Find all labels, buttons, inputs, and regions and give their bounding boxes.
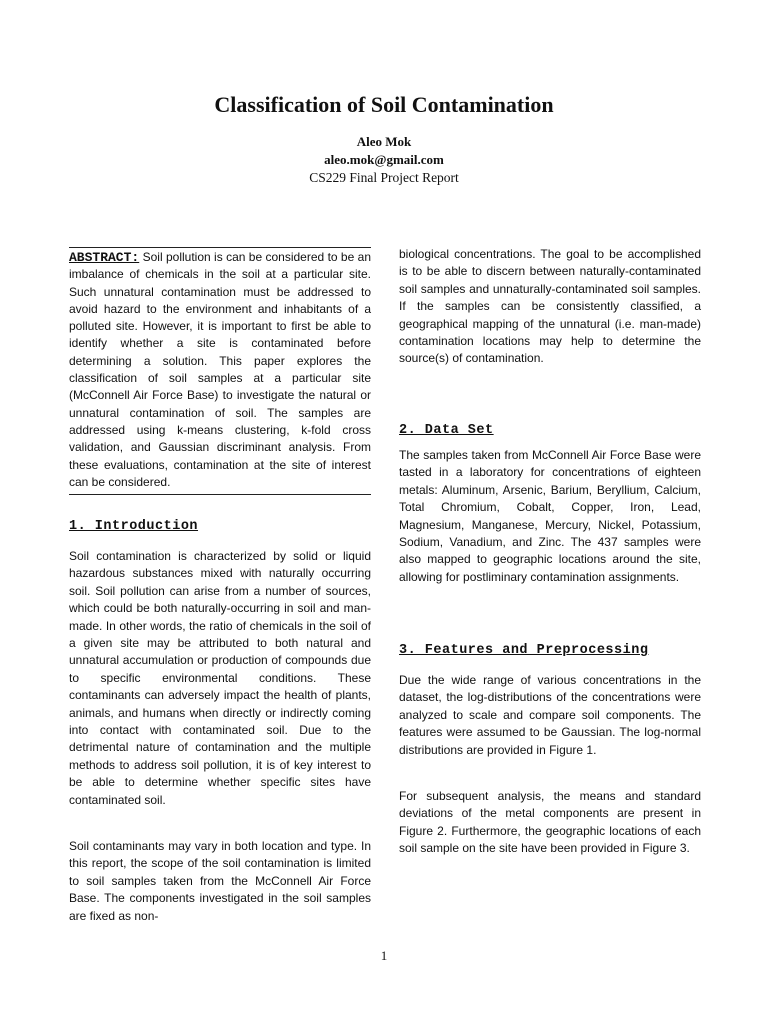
paper-title: Classification of Soil Contamination	[214, 92, 554, 117]
abstract-box	[69, 247, 371, 495]
intro-paragraph-1: Soil contamination is characterized by solid or liquid hazardous substances mixed with naturally occurring soil. Soil pollution can arise from a number of sources, which could be both naturally-occurring in soil and man-made. In other words, the ratio of chemicals in the soil of a given site may be attributed to both natural and unnatural accumulation or production of compounds due to specific environmental conditions. These contaminants can adversely impact the health of plants, animals, and humans when directly or indirectly coming into contact with contaminated soil. Due to the detrimental nature of contamination and the multiple methods to address soil pollution, it is of key interest to be able to determine whether specific sites have contaminated soil.	[69, 549, 371, 807]
section-heading-data-set: 2. Data Set	[399, 423, 494, 438]
data-set-paragraph: The samples taken from McConnell Air Force Base were tasted in a laboratory for concentrations of eighteen metals: Aluminum, Arsenic, Barium, Beryllium, Calcium, Total Chromium, Cobalt, Copper, Iron, Lead, Magnesium, Manganese, Mercury, Nickel, Potassium, Sodium, Vanadium, and Zinc. The 437 samples were also mapped to geographic locations around the site, allowing for postliminary contamination assignments.	[399, 448, 701, 584]
abstract-text: Soil pollution is can be considered to be an imbalance of chemicals in the soil at a particular site. Such unnatural contamination must be addressed to avoid hazard to the environment and inhabitants of a polluted site. However, it is important to first be able to identify whether a site is contaminated before determining a solution. This paper explores the classification of soil samples at a particular site (McConnell Air Force Base) to investigate the natural or unnatural contamination of soil. The samples are addressed using k-means clustering, k-fold cross validation, and Gaussian discriminant analysis. From these evaluations, contamination at the site of interest can be considered.	[69, 250, 371, 489]
intro-paragraph-2: Soil contaminants may vary in both location and type. In this report, the scope of the soil contamination is limited to soil samples taken from the McConnell Air Force Base. The components investigated in the soil samples are fixed as non-	[69, 839, 371, 923]
features-paragraph-2: For subsequent analysis, the means and standard deviations of the metal components are present in Figure 2. Furthermore, the geographic locations of each soil sample on the site have been provided in Figure 3.	[399, 789, 701, 856]
author-email: aleo.mok@gmail.com	[324, 152, 444, 167]
intro-paragraph-2-continued: biological concentrations. The goal to be accomplished is to be able to discern between naturally-contaminated soil samples and unnaturally-contaminated soil samples. If the samples can be consistently classified, a geographical mapping of the unnatural (i.e. man-made) contamination locations may help to determine the source(s) of contamination.	[399, 247, 701, 366]
section-heading-features: 3. Features and Preprocessing	[399, 643, 649, 658]
page-number: 1	[380, 948, 388, 963]
author-name: Aleo Mok	[356, 134, 412, 149]
abstract-label: ABSTRACT:	[69, 250, 140, 265]
features-paragraph-1: Due the wide range of various concentrations in the dataset, the log-distributions of the concentrations were analyzed to scale and compare soil components. The features were assumed to be Gaussian. The log-normal distributions are provided in Figure 1.	[399, 673, 701, 757]
affiliation: CS229 Final Project Report	[309, 170, 459, 185]
section-heading-introduction: 1. Introduction	[69, 519, 199, 534]
